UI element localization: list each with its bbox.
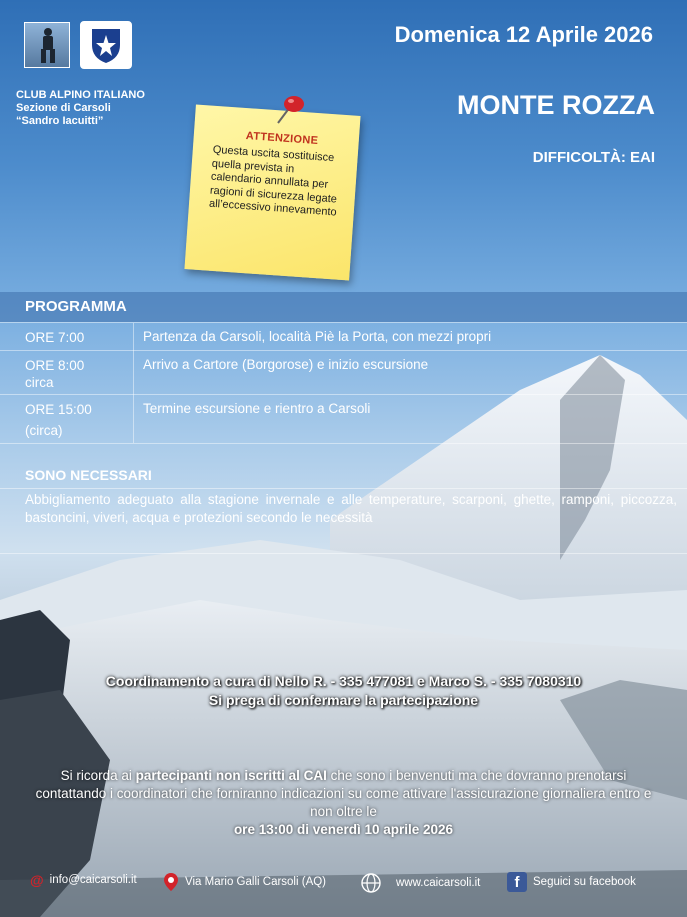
difficulty-label: DIFFICOLTÀ: EAI (532, 149, 655, 166)
programma-row (0, 350, 687, 395)
hiker-icon (32, 25, 62, 65)
event-date: Domenica 12 Aprile 2026 (394, 22, 653, 47)
star-shield-icon (89, 25, 123, 65)
time-line-1: ORE 15:00 (25, 402, 92, 417)
row-description: Termine escursione e rientro a Carsoli (143, 401, 371, 416)
email-text: info@caicarsoli.it (49, 874, 137, 886)
footer-email[interactable] (30, 872, 137, 888)
row-divider (133, 351, 134, 395)
at-icon: @ (30, 872, 44, 888)
club-name (16, 89, 145, 128)
reminder-part-2: che sono i benvenuti ma che dovranno prenotarsi contattando i coordinatori che forniranno indicazioni su come attivare l'assicurazione giornaliera entro e non oltre le (35, 768, 652, 819)
time-line-2: (circa) (25, 423, 63, 438)
divider (0, 553, 687, 554)
necessari-header (0, 462, 687, 489)
programma-row (0, 394, 687, 444)
attention-note (184, 104, 360, 280)
row-description: Partenza da Carsoli, località Piè la Porta, con mezzi propri (143, 329, 492, 344)
club-line-2: Sezione di Carsoli (16, 102, 111, 114)
facebook-text: Seguici su facebook (533, 876, 636, 888)
programma-header (0, 292, 687, 322)
reminder-part-1: Si ricorda ai (60, 768, 136, 783)
note-body: Questa uscita sostituisce quella prevista in calendario annullata per ragioni di sicurezza legate all’eccessivo innevamento (208, 143, 338, 219)
reminder-bold: partecipanti non iscritti al CAI (135, 768, 327, 783)
row-time (25, 357, 84, 391)
row-divider (133, 395, 134, 443)
reminder-deadline: ore 13:00 di venerdì 10 aprile 2026 (233, 822, 454, 837)
row-description: Arrivo a Cartore (Borgorose) e inizio escursione (143, 357, 429, 372)
event-title: MONTE ROZZA (457, 90, 655, 120)
pushpin-icon (268, 93, 308, 127)
row-time (25, 329, 84, 346)
row-time (25, 401, 92, 439)
coordination-line-1: Coordinamento a cura di Nello R. - 335 477081 e Marco S. - 335 7080310 (105, 673, 582, 689)
time-line-1: ORE 8:00 (25, 358, 85, 373)
club-line-3: “Sandro Iacuitti” (16, 115, 104, 127)
row-divider (133, 323, 134, 351)
club-photo-logo (24, 22, 70, 68)
reminder-text (0, 767, 687, 839)
programma-heading: PROGRAMMA (25, 298, 127, 315)
club-line-1: CLUB ALPINO ITALIANO (16, 89, 145, 101)
facebook-icon: f (507, 872, 527, 892)
globe-icon (358, 872, 384, 894)
cai-emblem-logo (80, 21, 132, 69)
coordination-line-2: Si prega di confermare la partecipazione (208, 692, 479, 708)
address-text: Via Mario Galli Carsoli (AQ) (185, 876, 327, 888)
footer (0, 866, 687, 896)
map-pin-icon (163, 872, 179, 892)
necessari-text: Abbigliamento adeguato alla stagione invernale e alle temperature, scarponi, ghette, ramponi, piccozza, bastoncini, viveri, acqua e protezioni secondo le necessità (25, 492, 677, 525)
footer-facebook[interactable] (507, 872, 636, 892)
note-heading: ATTENZIONE (245, 130, 319, 148)
website-text: www.caicarsoli.it (396, 877, 481, 889)
footer-website[interactable] (358, 872, 480, 894)
programma-row (0, 322, 687, 351)
footer-address (163, 872, 326, 892)
necessari-heading: SONO NECESSARI (25, 467, 152, 483)
time-line-1: ORE 7:00 (25, 330, 85, 345)
time-line-2: circa (25, 375, 54, 390)
